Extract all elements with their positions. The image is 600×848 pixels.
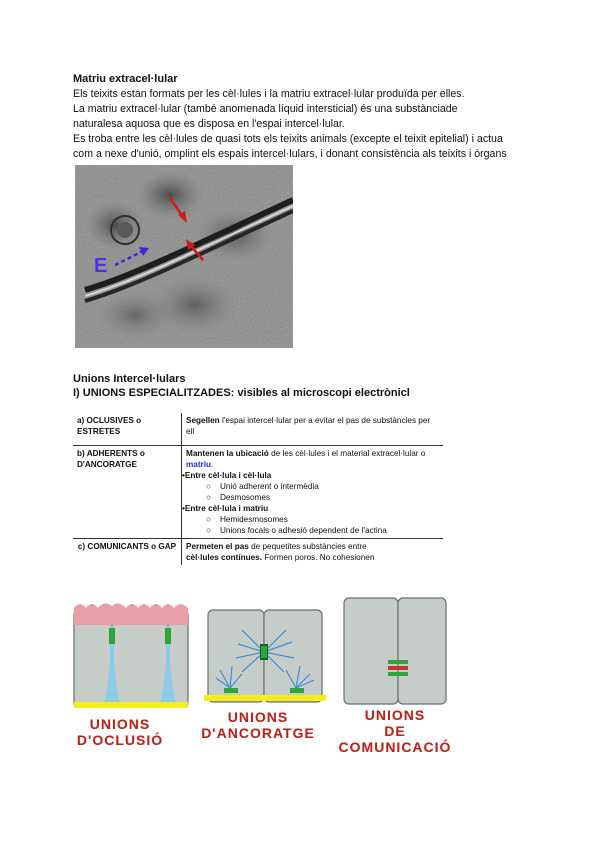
matrix-line: naturalesa aquosa que es disposa en l'espai intercel·lular. [73, 118, 345, 130]
occlusion-label [65, 716, 175, 748]
matrix-paragraph [73, 87, 507, 162]
anchoring-label-line2: D'ANCORATGE [201, 725, 315, 741]
anchoring-diagram [204, 610, 326, 702]
row-c-desc-mid: de pequetites substàncies entre [248, 542, 367, 551]
occlusion-diagram [74, 603, 188, 708]
unions-table [73, 413, 443, 565]
list-item-text: Unions focals o adhesió dependent de l'actina [220, 526, 387, 535]
table-row [73, 539, 443, 566]
table-row [73, 446, 443, 539]
list-item-text: Hemidesmosomes [220, 515, 288, 524]
matrix-line: Es troba entre les cèl·lules de quasi tots els teixits animals (excepte el teixit epitelial) i actua [73, 133, 503, 145]
list-item-text: Desmosomes [220, 493, 271, 502]
list-item: ○ Unions focals o adhesió dependent de l'actina [206, 526, 387, 535]
row-a-desc-bold: Segellen [186, 416, 220, 425]
row-b-group2: •Entre cèl·lula i matriu [182, 504, 269, 513]
list-item: ○ Desmosomes [206, 493, 271, 502]
row-b-desc-end: . [211, 460, 214, 469]
row-b-desc-bold: Mantenen la ubicació [186, 449, 269, 458]
occlusion-label-line1: UNIONS [89, 716, 151, 732]
communication-label [330, 707, 460, 755]
row-b-name: b) ADHERENTS o D'ANCORATGE [73, 446, 182, 539]
communication-label-line3: COMUNICACIÓ [338, 739, 452, 755]
list-item: ○ Hemidesmosomes [206, 515, 288, 524]
row-a-name: a) OCLUSIVES o ESTRETES [73, 413, 182, 446]
unions-subheading: I) UNIONS ESPECIALITZADES: visibles al microscopi electrònicl [73, 387, 410, 399]
micrograph-label-e: E [94, 255, 108, 277]
communication-label-line1: UNIONS [364, 707, 426, 723]
row-b-desc-mid: de les cèl·lules i el material extracel·lular o [268, 449, 426, 458]
row-b-group1: •Entre cèl·lula i cèl·lula [182, 471, 272, 480]
communication-label-line2: DE [384, 723, 406, 739]
list-item-text: Unió adherent o intermèdia [220, 482, 319, 491]
communication-diagram [344, 598, 446, 704]
anchoring-label-line1: UNIONS [227, 709, 289, 725]
row-a-description [182, 413, 444, 446]
occlusion-label-line2: D'OCLUSIÓ [76, 732, 164, 748]
unions-heading: Unions Intercel·lulars [73, 373, 186, 385]
row-c-desc-end: Formen poros. No cohesionen [261, 553, 375, 562]
row-b-description [182, 446, 444, 539]
matrix-line: com a nexe d'unió, omplint els espais intercel·lulars, i donant consistència als teixits i òrgans [73, 148, 507, 160]
list-item: ○ Unió adherent o intermèdia [206, 482, 319, 491]
row-a-desc-rest: l'espai intercel·lular per a evitar el pas de substàncies per ell [186, 416, 431, 436]
anchoring-label [198, 709, 318, 741]
matrix-line: La matriu extracel·lular (també anomenada líquid intersticial) és una substànciade [73, 103, 458, 115]
matrix-heading: Matriu extracel·lular [73, 73, 178, 85]
junction-diagrams [70, 596, 460, 711]
electron-micrograph [75, 165, 293, 348]
matrix-line: Els teixits estan formats per les cèl·lules i la matriu extracel·lular produïda per elles. [73, 88, 465, 100]
table-row [73, 413, 443, 446]
row-c-name: c) COMUNICANTS o GAP [77, 542, 177, 551]
row-c-desc-bold: Permeten el pas [186, 542, 249, 551]
row-b-desc-matrix: matriu [186, 460, 212, 469]
row-c-description [182, 539, 444, 566]
row-c-desc-bold2: cèl·lules contínues. [186, 553, 262, 562]
